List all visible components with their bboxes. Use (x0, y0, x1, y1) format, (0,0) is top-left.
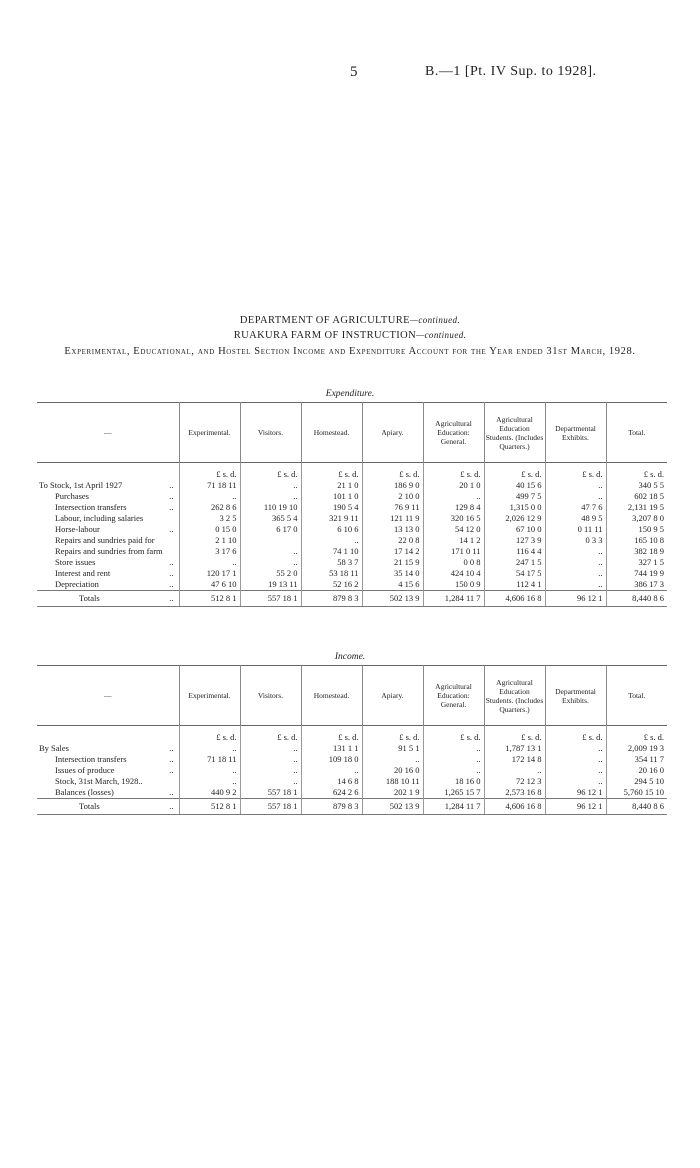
amount-cell: 6 17 0 (240, 524, 301, 535)
table-row (37, 776, 667, 787)
amount-cell: 96 12 1 (545, 799, 606, 815)
table-row (37, 754, 667, 765)
amount-cell: 262 8 6 (179, 502, 240, 513)
amount-cell: 4 15 6 (362, 579, 423, 591)
department-title: DEPARTMENT OF AGRICULTURE—continued. (239, 315, 461, 326)
table-row (37, 535, 667, 546)
amount-cell: .. (240, 557, 301, 568)
table-row (37, 491, 667, 502)
amount-cell: 14 1 2 (423, 535, 484, 546)
row-label: Labour, including salaries (55, 513, 144, 523)
amount-cell: 67 10 0 (484, 524, 545, 535)
table-row (37, 787, 667, 799)
row-label: Purchases .. (55, 491, 174, 501)
income-table (37, 665, 667, 815)
units-row (37, 726, 667, 744)
column-header: — (104, 691, 112, 700)
row-label: Balances (losses) .. (55, 787, 174, 797)
amount-cell: 2 1 10 (179, 535, 240, 546)
amount-cell: .. (545, 776, 606, 787)
amount-cell: 35 14 0 (362, 568, 423, 579)
row-label: Repairs and sundries from farm (55, 546, 163, 556)
income-caption: Income. (334, 652, 366, 662)
amount-cell: 202 1 9 (362, 787, 423, 799)
document-reference: B.—1 [Pt. IV Sup. to 1928]. (425, 64, 597, 79)
column-header: — (104, 428, 112, 437)
leader-dots: .. (169, 491, 174, 501)
amount-cell: 382 18 9 (606, 546, 667, 557)
amount-cell: 96 12 1 (545, 591, 606, 607)
expenditure-header-row (37, 403, 667, 463)
leader-dots: .. (169, 754, 174, 764)
totals-row (37, 799, 667, 815)
amount-cell: 21 1 0 (301, 480, 362, 491)
amount-cell: .. (179, 776, 240, 787)
units-cell: £ s. d. (301, 726, 362, 744)
amount-cell: .. (240, 546, 301, 557)
amount-cell: 602 18 5 (606, 491, 667, 502)
amount-cell: 294 5 10 (606, 776, 667, 787)
column-header: Visitors. (240, 403, 301, 463)
column-header: Apiary. (362, 666, 423, 726)
amount-cell: 48 9 5 (545, 513, 606, 524)
leader-dots: .. (169, 593, 174, 603)
amount-cell: .. (240, 743, 301, 754)
table-row (37, 513, 667, 524)
amount-cell: 1,787 13 1 (484, 743, 545, 754)
amount-cell: 2,026 12 9 (484, 513, 545, 524)
amount-cell: 55 2 0 (240, 568, 301, 579)
amount-cell: 0 3 3 (545, 535, 606, 546)
leader-dots: .. (169, 765, 174, 775)
amount-cell: 47 6 10 (179, 579, 240, 591)
leader-dots: .. (169, 743, 174, 753)
amount-cell: 320 16 5 (423, 513, 484, 524)
units-row (37, 463, 667, 481)
column-header: Agricultural Education Students. (Includes Quarters.) (484, 666, 545, 726)
amount-cell: .. (240, 491, 301, 502)
units-cell: £ s. d. (423, 726, 484, 744)
amount-cell: 2,009 19 3 (606, 743, 667, 754)
column-header: Homestead. (301, 666, 362, 726)
amount-cell: .. (240, 480, 301, 491)
amount-cell: 20 16 0 (362, 765, 423, 776)
amount-cell: 101 1 0 (301, 491, 362, 502)
amount-cell: .. (240, 754, 301, 765)
leader-dots: .. (169, 557, 174, 567)
amount-cell: 172 14 8 (484, 754, 545, 765)
amount-cell: 150 9 5 (606, 524, 667, 535)
amount-cell: .. (545, 765, 606, 776)
amount-cell: 131 1 1 (301, 743, 362, 754)
amount-cell: 8,440 8 6 (606, 591, 667, 607)
units-cell: £ s. d. (179, 463, 240, 481)
amount-cell: 120 17 1 (179, 568, 240, 579)
report-titles (0, 315, 700, 359)
totals-row (37, 591, 667, 607)
units-cell: £ s. d. (362, 463, 423, 481)
amount-cell: 512 8 1 (179, 799, 240, 815)
amount-cell: .. (179, 491, 240, 502)
column-header: Agricultural Education Students. (Includes Quarters.) (484, 403, 545, 463)
amount-cell: 340 5 5 (606, 480, 667, 491)
amount-cell: 3 17 6 (179, 546, 240, 557)
amount-cell: .. (545, 546, 606, 557)
units-cell: £ s. d. (362, 726, 423, 744)
amount-cell: .. (484, 765, 545, 776)
amount-cell: 512 8 1 (179, 591, 240, 607)
income-header-row (37, 666, 667, 726)
amount-cell: 165 10 8 (606, 535, 667, 546)
row-label: Totals .. (37, 591, 179, 607)
amount-cell: 1,284 11 7 (423, 799, 484, 815)
amount-cell: 744 19 9 (606, 568, 667, 579)
amount-cell: 1,284 11 7 (423, 591, 484, 607)
units-cell: £ s. d. (240, 463, 301, 481)
amount-cell: 365 5 4 (240, 513, 301, 524)
amount-cell: .. (301, 765, 362, 776)
table-row (37, 579, 667, 591)
amount-cell: 499 7 5 (484, 491, 545, 502)
amount-cell: .. (545, 568, 606, 579)
row-label: Intersection transfers .. (55, 502, 174, 512)
units-cell: £ s. d. (179, 726, 240, 744)
amount-cell: .. (423, 765, 484, 776)
table-row (37, 546, 667, 557)
amount-cell (240, 535, 301, 546)
amount-cell: 5,760 15 10 (606, 787, 667, 799)
amount-cell: 440 9 2 (179, 787, 240, 799)
amount-cell: 354 11 7 (606, 754, 667, 765)
row-label: By Sales .. (39, 743, 174, 753)
column-header: Departmental Exhibits. (545, 666, 606, 726)
units-cell: £ s. d. (545, 463, 606, 481)
amount-cell: 47 7 6 (545, 502, 606, 513)
amount-cell: 150 0 9 (423, 579, 484, 591)
amount-cell: 2 10 0 (362, 491, 423, 502)
row-label: Store issues .. (55, 557, 174, 567)
row-label: To Stock, 1st April 1927 .. (39, 480, 174, 490)
units-cell: £ s. d. (240, 726, 301, 744)
amount-cell: 2,131 19 5 (606, 502, 667, 513)
amount-cell: .. (545, 491, 606, 502)
column-header: Experimental. (179, 403, 240, 463)
row-label: Issues of produce .. (55, 765, 174, 775)
amount-cell: 6 10 6 (301, 524, 362, 535)
units-cell: £ s. d. (484, 726, 545, 744)
row-label: Stock, 31st March, 1928.. (55, 776, 143, 786)
amount-cell: 74 1 10 (301, 546, 362, 557)
table-row (37, 743, 667, 754)
leader-dots: .. (169, 787, 174, 797)
amount-cell: 1,265 15 7 (423, 787, 484, 799)
amount-cell: .. (240, 776, 301, 787)
units-cell: £ s. d. (606, 463, 667, 481)
amount-cell: 3 2 5 (179, 513, 240, 524)
amount-cell: 557 18 1 (240, 799, 301, 815)
row-label: Interest and rent .. (55, 568, 174, 578)
amount-cell: 327 1 5 (606, 557, 667, 568)
amount-cell: 0 11 11 (545, 524, 606, 535)
amount-cell: .. (423, 491, 484, 502)
amount-cell: 14 6 8 (301, 776, 362, 787)
expenditure-table (37, 402, 667, 607)
amount-cell: 557 18 1 (240, 787, 301, 799)
table-row (37, 502, 667, 513)
amount-cell: 190 5 4 (301, 502, 362, 513)
leader-dots: .. (169, 502, 174, 512)
amount-cell: .. (545, 557, 606, 568)
amount-cell: .. (179, 743, 240, 754)
amount-cell: 424 10 4 (423, 568, 484, 579)
account-title: Experimental, Educational, and Hostel Section Income and Expenditure Account for the Year ended 31st March, 1928. (64, 346, 636, 357)
amount-cell: 186 9 0 (362, 480, 423, 491)
row-label: Repairs and sundries paid for (55, 535, 155, 545)
column-header: Agricultural Education: General. (423, 666, 484, 726)
units-cell: £ s. d. (301, 463, 362, 481)
amount-cell: 58 3 7 (301, 557, 362, 568)
amount-cell: 188 10 11 (362, 776, 423, 787)
amount-cell: 557 18 1 (240, 591, 301, 607)
row-label: Intersection transfers .. (55, 754, 174, 764)
column-header: Experimental. (179, 666, 240, 726)
column-header: Agricultural Education: General. (423, 403, 484, 463)
amount-cell: 20 16 0 (606, 765, 667, 776)
amount-cell: 502 13 9 (362, 799, 423, 815)
leader-dots: .. (169, 568, 174, 578)
amount-cell: .. (545, 743, 606, 754)
units-cell: £ s. d. (606, 726, 667, 744)
amount-cell: .. (545, 579, 606, 591)
amount-cell: 96 12 1 (545, 787, 606, 799)
column-header: Total. (606, 666, 667, 726)
leader-dots: .. (169, 524, 174, 534)
leader-dots: .. (169, 801, 174, 811)
amount-cell: 110 19 10 (240, 502, 301, 513)
amount-cell: 22 0 8 (362, 535, 423, 546)
amount-cell: 879 8 3 (301, 591, 362, 607)
amount-cell: 0 15 0 (179, 524, 240, 535)
table-row (37, 557, 667, 568)
amount-cell: 18 16 0 (423, 776, 484, 787)
amount-cell: 71 18 11 (179, 754, 240, 765)
leader-dots: .. (169, 579, 174, 589)
amount-cell: 76 9 11 (362, 502, 423, 513)
amount-cell: 71 18 11 (179, 480, 240, 491)
table-row (37, 765, 667, 776)
table-row (37, 524, 667, 535)
amount-cell: 386 17 3 (606, 579, 667, 591)
column-header: Departmental Exhibits. (545, 403, 606, 463)
amount-cell: 4,606 16 8 (484, 591, 545, 607)
amount-cell: 13 13 0 (362, 524, 423, 535)
units-cell: £ s. d. (423, 463, 484, 481)
amount-cell: 8,440 8 6 (606, 799, 667, 815)
amount-cell: 19 13 11 (240, 579, 301, 591)
leader-dots: .. (169, 480, 174, 490)
units-cell: £ s. d. (484, 463, 545, 481)
row-label: Totals .. (37, 799, 179, 815)
amount-cell: 3,207 8 0 (606, 513, 667, 524)
amount-cell: 53 18 11 (301, 568, 362, 579)
row-label: Depreciation .. (55, 579, 174, 589)
amount-cell: .. (179, 765, 240, 776)
table-row (37, 480, 667, 491)
amount-cell: 72 12 3 (484, 776, 545, 787)
amount-cell: 109 18 0 (301, 754, 362, 765)
amount-cell: .. (545, 754, 606, 765)
amount-cell: .. (240, 765, 301, 776)
amount-cell: 1,315 0 0 (484, 502, 545, 513)
amount-cell: 0 0 8 (423, 557, 484, 568)
amount-cell: .. (423, 754, 484, 765)
amount-cell: 21 15 9 (362, 557, 423, 568)
row-label: Horse-labour .. (55, 524, 174, 534)
farm-title: RUAKURA FARM OF INSTRUCTION—continued. (233, 330, 467, 341)
amount-cell: 129 8 4 (423, 502, 484, 513)
amount-cell: 171 0 11 (423, 546, 484, 557)
amount-cell: 624 2 6 (301, 787, 362, 799)
page-number: 5 (350, 64, 358, 80)
column-header: Visitors. (240, 666, 301, 726)
amount-cell: 20 1 0 (423, 480, 484, 491)
expenditure-caption: Expenditure. (325, 389, 375, 399)
column-header: Apiary. (362, 403, 423, 463)
amount-cell: 127 3 9 (484, 535, 545, 546)
amount-cell: 91 5 1 (362, 743, 423, 754)
amount-cell: .. (423, 743, 484, 754)
amount-cell: .. (301, 535, 362, 546)
table-row (37, 568, 667, 579)
amount-cell: 17 14 2 (362, 546, 423, 557)
amount-cell: 40 15 6 (484, 480, 545, 491)
amount-cell: 54 12 0 (423, 524, 484, 535)
amount-cell: 247 1 5 (484, 557, 545, 568)
column-header: Total. (606, 403, 667, 463)
column-header: Homestead. (301, 403, 362, 463)
amount-cell: .. (545, 480, 606, 491)
amount-cell: 54 17 5 (484, 568, 545, 579)
amount-cell: 502 13 9 (362, 591, 423, 607)
amount-cell: .. (362, 754, 423, 765)
amount-cell: 2,573 16 8 (484, 787, 545, 799)
amount-cell: 52 16 2 (301, 579, 362, 591)
amount-cell: 116 4 4 (484, 546, 545, 557)
units-cell: £ s. d. (545, 726, 606, 744)
amount-cell: 112 4 1 (484, 579, 545, 591)
amount-cell: .. (179, 557, 240, 568)
amount-cell: 879 8 3 (301, 799, 362, 815)
amount-cell: 121 11 9 (362, 513, 423, 524)
amount-cell: 321 9 11 (301, 513, 362, 524)
amount-cell: 4,606 16 8 (484, 799, 545, 815)
